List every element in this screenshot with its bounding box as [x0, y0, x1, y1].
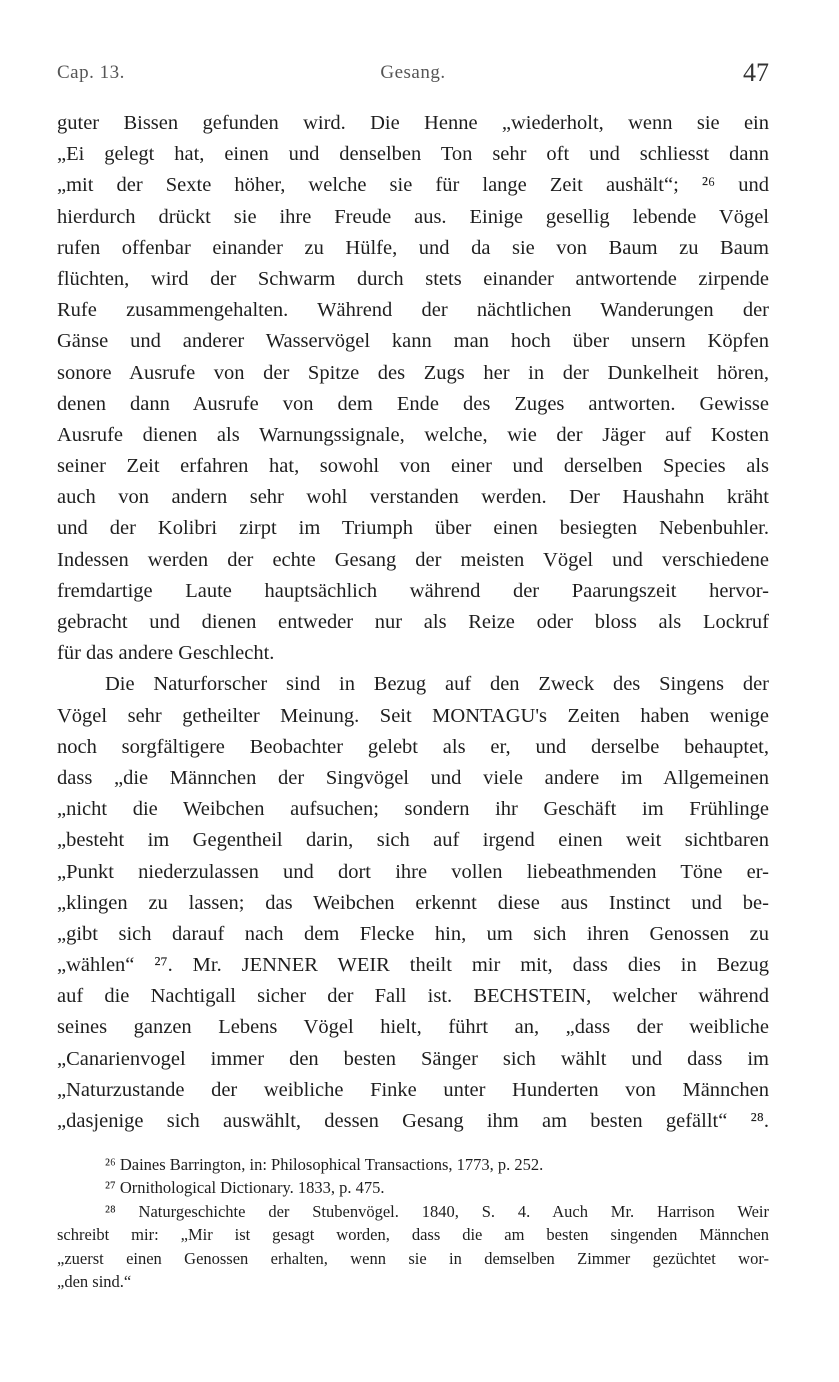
text-line: fremdartige Laute hauptsächlich während der Paarungszeit hervor-	[57, 579, 769, 602]
text-line: auch von andern sehr wohl verstanden werden. Der Haushahn kräht	[57, 486, 769, 509]
text-line: denen dann Ausrufe von dem Ende des Zuges antworten. Gewisse	[57, 392, 769, 415]
text-line: für das andere Geschlecht.	[57, 642, 275, 665]
text-line: Indessen werden der echte Gesang der meisten Vögel und verschiedene	[57, 548, 769, 571]
text-line: und der Kolibri zirpt im Triumph über einen besiegten Nebenbuhler.	[57, 517, 769, 540]
text-line: hierdurch drückt sie ihre Freude aus. Einige gesellig lebende Vögel	[57, 205, 769, 228]
text-line: dass „die Männchen der Singvögel und viele andere im Allgemeinen	[57, 766, 769, 789]
page-number: 47	[743, 58, 769, 87]
text-line: sonore Ausrufe von der Spitze des Zugs her in der Dunkelheit hören,	[57, 361, 769, 384]
text-line: „klingen zu lassen; das Weibchen erkennt diese aus Instinct und be-	[57, 891, 769, 914]
text-line: Die Naturforscher sind in Bezug auf den Zweck des Singens der	[105, 673, 769, 696]
text-line: „mit der Sexte höher, welche sie für lange Zeit aushält“; ²⁶ und	[57, 174, 769, 197]
text-line: „Naturzustande der weibliche Finke unter Hunderten von Männchen	[57, 1078, 769, 1101]
body-text	[57, 108, 769, 1137]
text-line: auf die Nachtigall sicher der Fall ist. BECHSTEIN, welcher während	[57, 985, 769, 1008]
text-line: „Ei gelegt hat, einen und denselben Ton sehr oft und schliesst dann	[57, 143, 769, 166]
text-line: guter Bissen gefunden wird. Die Henne „wiederholt, wenn sie ein	[57, 112, 769, 134]
footnote-28-continued: „zuerst einen Genossen erhalten, wenn sie in demselben Zimmer gezüchtet wor-	[57, 1248, 769, 1268]
running-title: Gesang.	[380, 62, 446, 83]
page-header	[57, 58, 769, 90]
footnote-28-continued: schreibt mir: „Mir ist gesagt worden, dass die am besten singenden Männchen	[57, 1225, 769, 1245]
footnote-26: ²⁶ Daines Barrington, in: Philosophical Transactions, 1773, p. 252.	[105, 1155, 544, 1174]
paragraph-1	[57, 108, 769, 669]
text-line: „wählen“ ²⁷. Mr. JENNER WEIR theilt mir mit, dass dies in Bezug	[57, 954, 769, 977]
paragraph-2	[57, 669, 769, 1137]
chapter-label: Cap. 13.	[57, 62, 125, 83]
text-line: „gibt sich darauf nach dem Flecke hin, um sich ihren Genossen zu	[57, 922, 769, 945]
text-line: „dasjenige sich auswählt, dessen Gesang ihm am besten gefällt“ ²⁸.	[57, 1110, 769, 1132]
text-line: „Punkt niederzulassen und dort ihre vollen liebeathmenden Töne er-	[57, 860, 769, 883]
text-line: seiner Zeit erfahren hat, sowohl von einer und derselben Species als	[57, 455, 769, 478]
text-line: Vögel sehr getheilter Meinung. Seit MONTAGU's Zeiten haben wenige	[57, 704, 769, 727]
text-line: Ausrufe dienen als Warnungssignale, welche, wie der Jäger auf Kosten	[57, 423, 769, 446]
text-line: „Canarienvogel immer den besten Sänger sich wählt und dass im	[57, 1047, 769, 1070]
footnote-28-continued: „den sind.“	[57, 1271, 132, 1291]
footnote-28: ²⁸ Naturgeschichte der Stubenvögel. 1840, S. 4. Auch Mr. Harrison Weir	[105, 1201, 769, 1221]
text-line: gebracht und dienen entweder nur als Reize oder bloss als Lockruf	[57, 611, 769, 633]
text-line: „besteht im Gegentheil darin, sich auf irgend einen weit sichtbaren	[57, 829, 769, 852]
footnote-27: ²⁷ Ornithological Dictionary. 1833, p. 475.	[105, 1178, 385, 1198]
text-line: Gänse und anderer Wasservögel kann man hoch über unsern Köpfen	[57, 330, 769, 353]
text-line: noch sorgfältigere Beobachter gelebt als er, und derselbe behauptet,	[57, 735, 769, 758]
text-line: Rufe zusammengehalten. Während der nächtlichen Wanderungen der	[57, 299, 769, 322]
text-line: seines ganzen Lebens Vögel hielt, führt an, „dass der weibliche	[57, 1016, 769, 1039]
footnotes	[57, 1153, 769, 1293]
text-line: rufen offenbar einander zu Hülfe, und da sie von Baum zu Baum	[57, 236, 769, 259]
text-line: flüchten, wird der Schwarm durch stets einander antwortende zirpende	[57, 267, 769, 290]
text-line: „nicht die Weibchen aufsuchen; sondern ihr Geschäft im Frühlinge	[57, 798, 769, 821]
